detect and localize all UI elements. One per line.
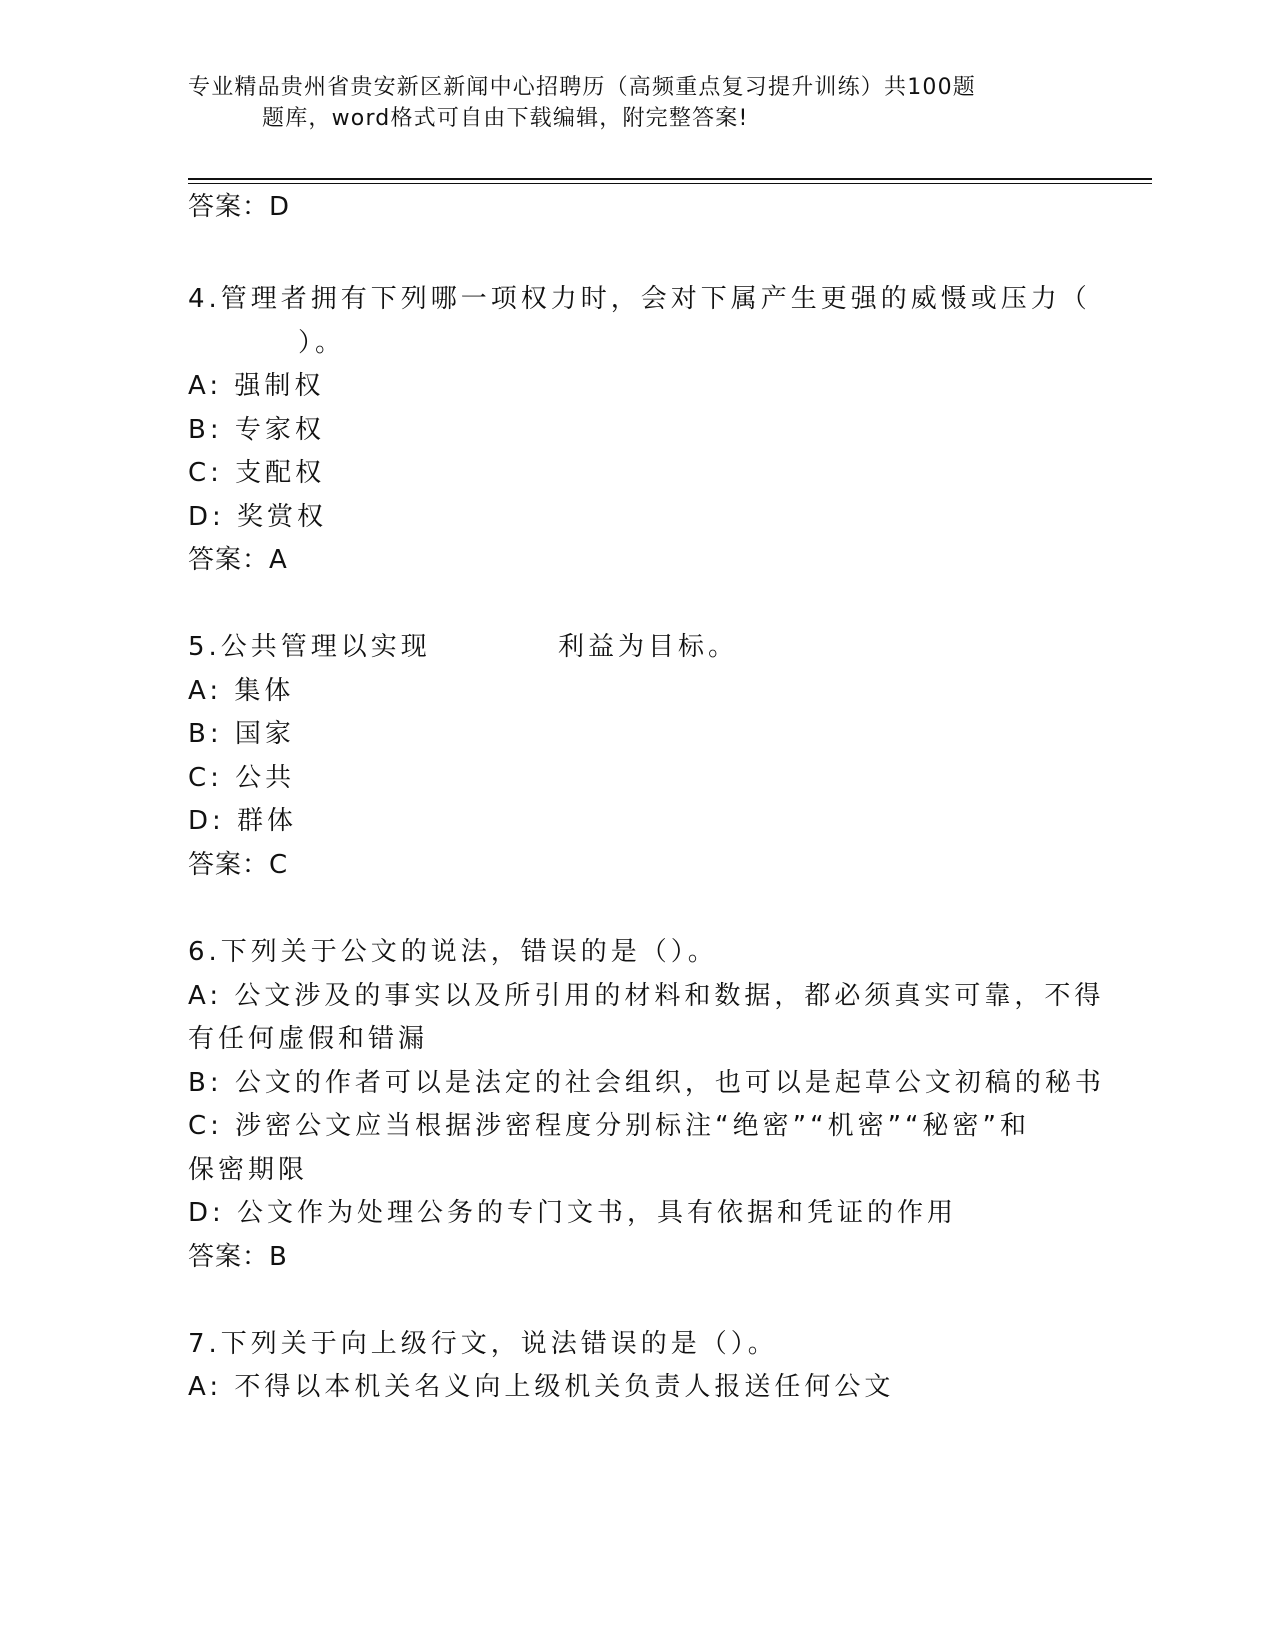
question-6-option-c-cont: 保密期限	[188, 1155, 309, 1185]
answer-q6: 答案：B	[188, 1242, 288, 1272]
question-4-option-c: C: 支配权	[188, 458, 326, 488]
question-5-option-b: B: 国家	[188, 719, 295, 749]
question-5-option-d: D: 群体	[188, 806, 298, 836]
header-divider-thin	[188, 183, 1152, 184]
question-4-stem: 4.管理者拥有下列哪一项权力时，会对下属产生更强的威慑或压力（	[188, 284, 1091, 314]
question-4-option-d: D: 奖赏权	[188, 502, 328, 532]
question-5-stem-part-2: 利益为目标。	[558, 632, 739, 662]
header-divider-thick	[188, 178, 1152, 180]
header-title-line-1: 专业精品贵州省贵安新区新闻中心招聘历（高频重点复习提升训练）共100题	[188, 75, 976, 100]
question-6-option-a-cont: 有任何虚假和错漏	[188, 1024, 429, 1054]
question-6-option-a: A: 公文涉及的事实以及所引用的材料和数据，都必须真实可靠，不得	[188, 981, 1105, 1011]
question-4-stem-cont: ）。	[298, 328, 346, 358]
question-5-option-c: C: 公共	[188, 763, 296, 793]
document-header	[188, 72, 1068, 134]
question-5-stem-part-1: 5.公共管理以实现	[188, 632, 431, 662]
answer-q5: 答案：C	[188, 850, 289, 880]
question-4-option-a: A: 强制权	[188, 371, 325, 401]
question-4-option-b: B: 专家权	[188, 415, 325, 445]
question-7-option-a: A: 不得以本机关名义向上级机关负责人报送任何公文	[188, 1372, 895, 1402]
question-6-option-b: B: 公文的作者可以是法定的社会组织，也可以是起草公文初稿的秘书	[188, 1068, 1105, 1098]
answer-q4: 答案：A	[188, 545, 288, 575]
question-7-stem: 7.下列关于向上级行文，说法错误的是（）。	[188, 1329, 778, 1359]
question-6-option-d: D: 公文作为处理公务的专门文书，具有依据和凭证的作用	[188, 1198, 958, 1228]
header-title-line-2: 题库，word格式可自由下载编辑，附完整答案!	[262, 106, 749, 131]
question-5-option-a: A: 集体	[188, 676, 295, 706]
question-6-stem: 6.下列关于公文的说法，错误的是（）。	[188, 937, 718, 967]
answer-q3: 答案：D	[188, 192, 291, 222]
question-6-option-c: C: 涉密公文应当根据涉密程度分别标注“绝密”“机密”“秘密”和	[188, 1111, 1030, 1141]
